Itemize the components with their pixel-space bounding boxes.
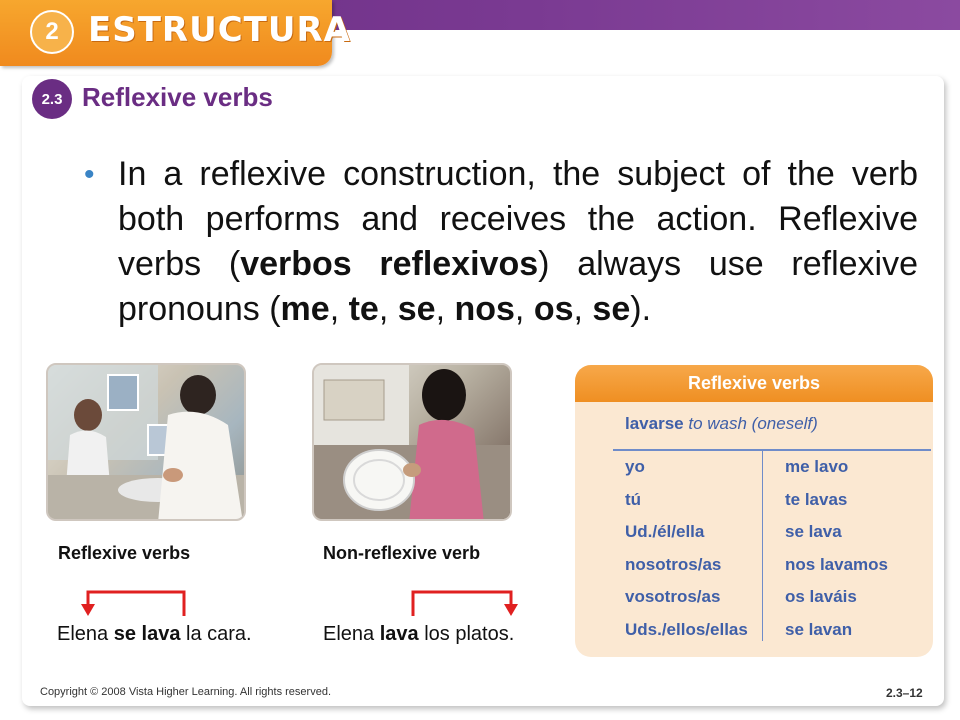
form-cell: se lavan [785, 619, 853, 639]
form-cell: os laváis [785, 587, 857, 606]
pronoun-cell: Uds./ellos/ellas [625, 619, 748, 639]
chapter-number-badge: 2 [30, 10, 74, 54]
photo-1-illustration [48, 365, 246, 521]
separator: , [514, 290, 534, 328]
bullet-text-end: ). [630, 290, 652, 328]
separator: , [378, 290, 398, 328]
pronoun-cell: tú [625, 489, 642, 509]
form-cell: te lavas [785, 489, 848, 509]
infinitive-gloss: to wash (oneself) [688, 414, 818, 433]
non-reflexive-example-sentence [323, 623, 514, 646]
reflexive-arrow-icon [76, 586, 191, 620]
reflexive-label: Reflexive verbs [58, 543, 191, 563]
sentence-verb: lava [379, 623, 419, 645]
conjugation-table-title: Reflexive verbs [575, 365, 933, 402]
pronoun-me: me [280, 290, 330, 328]
sentence-text: los platos. [418, 623, 515, 645]
separator: , [435, 290, 455, 328]
sentence-text: la cara. [180, 623, 252, 645]
photo-woman-washing-face [46, 363, 246, 521]
table-divider [613, 449, 931, 451]
bullet-text-part: ) always use reflexive pronouns ( [118, 245, 918, 328]
pronoun-cell: nosotros/as [625, 554, 722, 574]
chapter-tab [0, 0, 351, 66]
conjugation-row [575, 518, 933, 551]
bullet-paragraph [118, 152, 918, 332]
sentence-verb: se lava [113, 623, 181, 645]
pronoun-cell: vosotros/as [625, 587, 721, 606]
pronoun-cell: yo [625, 457, 645, 476]
form-cell: nos lavamos [785, 554, 888, 574]
pronoun-nos: nos [454, 290, 515, 328]
photo-2-illustration [314, 365, 512, 521]
section-number-badge: 2.3 [32, 79, 72, 119]
infinitive: lavarse [625, 414, 684, 433]
bullet-icon: • [84, 158, 95, 191]
chapter-title: ESTRUCTURA [88, 10, 351, 50]
conjugation-rows [575, 453, 933, 648]
bullet-bold-term: verbos reflexivos [240, 245, 539, 283]
non-reflexive-label: Non-reflexive verb [323, 543, 481, 563]
photo-woman-washing-dishes [312, 363, 512, 521]
section-title: Reflexive verbs [82, 82, 273, 112]
conjugation-table [575, 365, 933, 657]
pronoun-se-plural: se [592, 290, 631, 328]
non-reflexive-arrow-icon [405, 586, 525, 620]
form-cell: me lavo [785, 457, 849, 476]
pronoun-te: te [348, 290, 379, 328]
reflexive-example-sentence [57, 623, 252, 646]
form-cell: se lava [785, 522, 842, 541]
bullet-text-part: In a reflexive construction, the subject of the verb both performs and receives the action. Reflexive verbs ( [118, 155, 918, 283]
conjugation-row [575, 551, 933, 584]
conjugation-row [575, 486, 933, 519]
pronoun-se: se [397, 290, 436, 328]
conjugation-row [575, 583, 933, 616]
separator: , [573, 290, 593, 328]
sentence-text: Elena [323, 623, 380, 645]
conjugation-row [575, 453, 933, 486]
conjugation-row [575, 616, 933, 649]
separator: , [329, 290, 349, 328]
slide-number: 2.3–12 [886, 686, 923, 700]
pronoun-os: os [533, 290, 574, 328]
conjugation-infinitive [625, 414, 818, 434]
sentence-text: Elena [57, 623, 114, 645]
pronoun-cell: Ud./él/ella [625, 522, 705, 541]
copyright-notice: Copyright © 2008 Vista Higher Learning. All rights reserved. [40, 686, 332, 698]
